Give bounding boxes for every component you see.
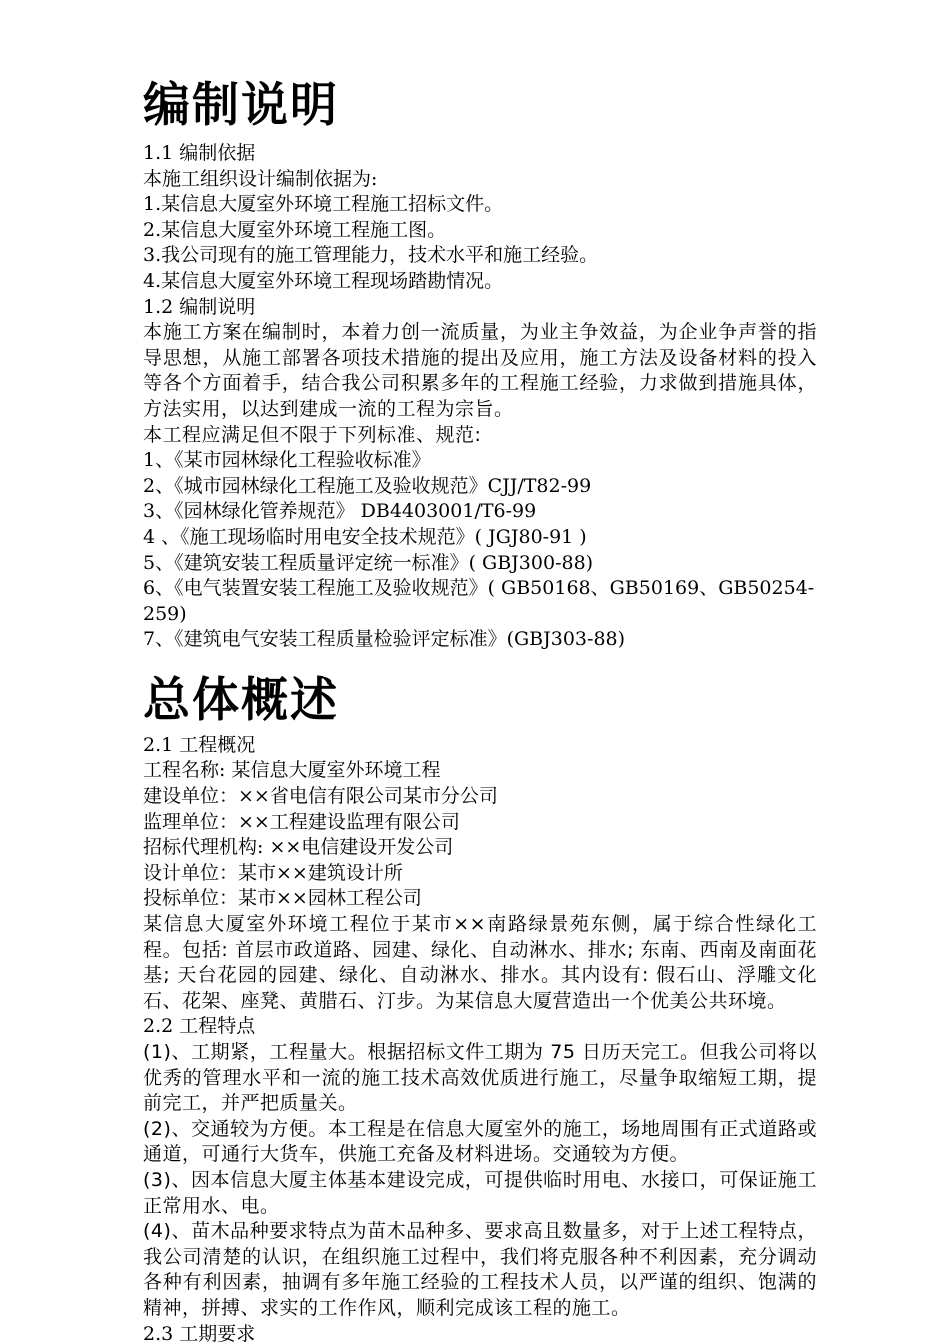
standard-item-5: 5、《建筑安装工程质量评定统一标准》( GBJ300-88) bbox=[143, 551, 594, 574]
basis-item-4: 4.某信息大厦室外环境工程现场踏勘情况。 bbox=[143, 269, 504, 292]
chapter-2-title: 总体概述 bbox=[143, 672, 339, 728]
subsection-1-2-heading: 1.2 编制说明 bbox=[143, 295, 256, 318]
design-unit-line: 设计单位：某市××建筑设计所 bbox=[143, 861, 403, 884]
feature-item-2: (2)、交通较为方便。本工程是在信息大厦室外的施工，场地周围有正式道路或通道，可通行大货车，供施工充备及材料进场。交通较为方便。 bbox=[143, 1117, 817, 1166]
standard-item-3: 3、《园林绿化管养规范》 DB4403001/T6-99 bbox=[143, 500, 537, 523]
bidding-agency-line: 招标代理机构: ××电信建设开发公司 bbox=[143, 836, 454, 859]
basis-item-2: 2.某信息大厦室外环境工程施工图。 bbox=[143, 218, 447, 241]
project-overview-paragraph: 某信息大厦室外环境工程位于某市××南路绿景苑东侧，属于综合性绿化工程。包括: 首层市政道路、园建、绿化、自动淋水、排水; 东南、西南及南面花基; 天台花园的园建、绿化、自动淋水、排水。其内设有: 假石山、浮雕文化石、花架、座凳、黄腊石、汀步。为某信息大厦营造出一个优美公共环境。 bbox=[143, 913, 817, 1012]
compilation-paragraph: 本施工方案在编制时，本着力创一流质量，为业主争效益，为企业争声誉的指导思想，从施工部署各项技术措施的提出及应用，施工方法及设备材料的投入等各个方面着手，结合我公司积累多年的工程施工经验，力求做到措施具体，方法实用，以达到建成一流的工程为宗旨。 bbox=[143, 321, 817, 420]
standards-intro-line: 本工程应满足但不限于下列标准、规范: bbox=[143, 423, 482, 446]
standard-item-1: 1、《某市园林绿化工程验收标准》 bbox=[143, 449, 431, 472]
construction-unit-line: 建设单位：××省电信有限公司某市分公司 bbox=[143, 785, 498, 808]
standard-item-7: 7、《建筑电气安装工程质量检验评定标准》(GBJ303-88) bbox=[143, 628, 626, 651]
bidder-unit-line: 投标单位：某市××园林工程公司 bbox=[143, 887, 422, 910]
feature-item-4: (4)、苗木品种要求特点为苗木品种多、要求高且数量多，对于上述工程特点，我公司清楚的认识，在组织施工过程中，我们将克服各种不利因素，充分调动各种有利因素，抽调有多年施工经验的工程技术人员，以严谨的组织、饱满的精神，拼搏、求实的工作作风，顺利完成该工程的施工。 bbox=[143, 1220, 817, 1319]
basis-item-3: 3.我公司现有的施工管理能力，技术水平和施工经验。 bbox=[143, 244, 599, 267]
subsection-2-1-heading: 2.1 工程概况 bbox=[143, 733, 256, 756]
standard-item-6: 6、《电气装置安装工程施工及验收规范》( GB50168、GB50169、GB50254-259) bbox=[143, 577, 815, 625]
standard-item-2: 2、《城市园林绿化工程施工及验收规范》CJJ/T82-99 bbox=[143, 474, 592, 497]
subsection-2-3-heading: 2.3 工期要求 bbox=[143, 1322, 256, 1344]
feature-item-3: (3)、因本信息大厦主体基本建设完成，可提供临时用电、水接口，可保证施工正常用水、电。 bbox=[143, 1168, 817, 1217]
basis-item-1: 1.某信息大厦室外环境工程施工招标文件。 bbox=[143, 193, 504, 216]
subsection-2-2-heading: 2.2 工程特点 bbox=[143, 1015, 256, 1038]
feature-item-1: (1)、工期紧，工程量大。根据招标文件工期为 75 日历天完工。但我公司将以优秀的管理水平和一流的施工技术高效优质进行施工，尽量争取缩短工期，提前完工，并严把质量关。 bbox=[143, 1041, 817, 1115]
basis-intro-line: 本施工组织设计编制依据为: bbox=[143, 167, 378, 190]
chapter-1-title: 编制说明 bbox=[143, 78, 339, 133]
supervision-unit-line: 监理单位：××工程建设监理有限公司 bbox=[143, 810, 460, 833]
subsection-1-1-heading: 1.1 编制依据 bbox=[143, 142, 256, 164]
standard-item-4: 4 、《施工现场临时用电安全技术规范》( JGJ80-91 ) bbox=[143, 525, 587, 548]
project-name-line: 工程名称: 某信息大厦室外环境工程 bbox=[143, 759, 441, 782]
